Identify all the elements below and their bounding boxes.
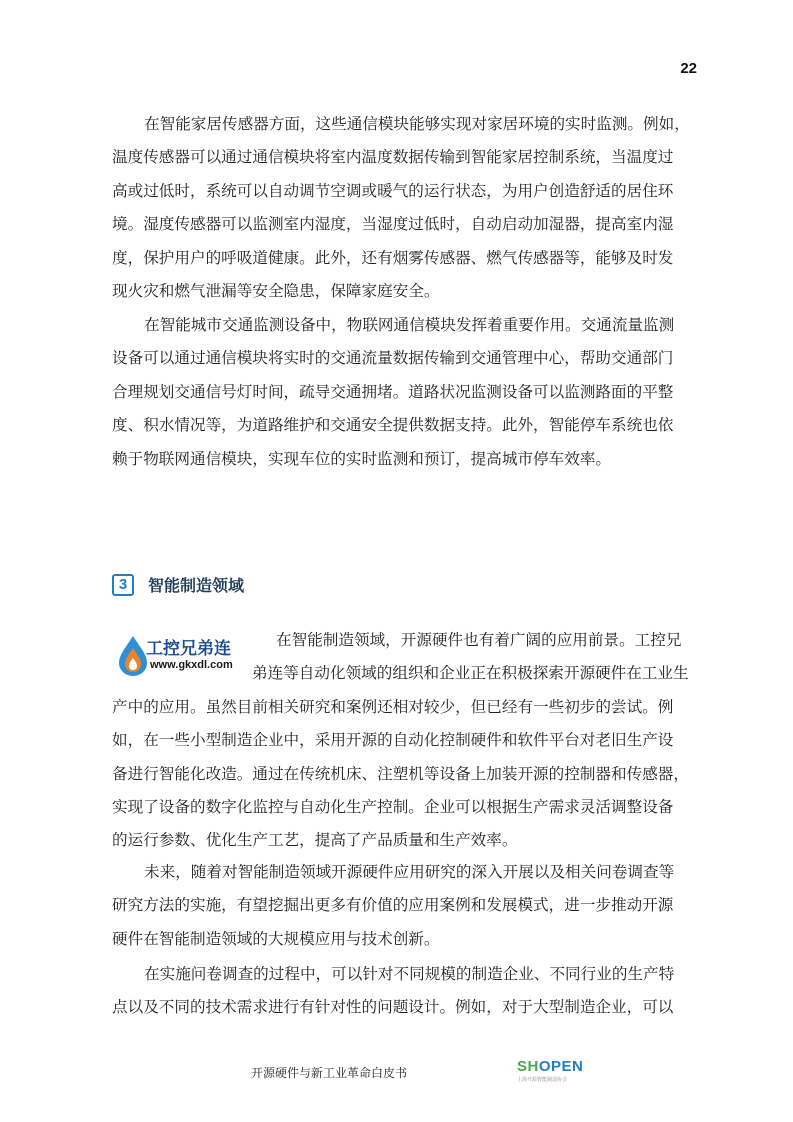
paragraph-smart-home [112,108,704,308]
footer-document-title: 开源硬件与新工业革命白皮书 [251,1066,408,1080]
shopen-logo [517,1059,597,1085]
shopen-tagline: 上海开源智能制造协会 [517,1077,568,1083]
text-line: 如，在一些小型制造企业中，采用开源的自动化控制硬件和软件平台对老旧生产设 [112,731,674,750]
paragraph-smart-city [112,309,704,476]
text-line: 赖于物联网通信模块，实现车位的实时监测和预订，提高城市停车效率。 [112,449,612,468]
section-heading [112,573,244,596]
text-line: 设备可以通过通信模块将实时的交通流量数据传输到交通管理中心，帮助交通部门 [112,349,674,368]
paragraph-smart-manufacturing [112,624,704,858]
logo-chinese-text: 工控兄弟连 [146,639,231,659]
paragraph-survey [112,958,704,1025]
text-line: 境。湿度传感器可以监测室内湿度，当湿度过低时，自动启动加湿器，提高室内湿 [112,215,674,234]
text-line: 点以及不同的技术需求进行有针对性的问题设计。例如，对于大型制造企业，可以 [112,998,674,1017]
logo-url-text: www.gkxdl.com [150,659,233,671]
text-line: 温度传感器可以通过通信模块将室内温度数据传输到智能家居控制系统，当温度过 [112,148,674,167]
text-line: 在实施问卷调查的过程中，可以针对不同规模的制造企业、不同行业的生产特 [144,965,675,983]
text-line: 的运行参数、优化生产工艺，提高了产品质量和生产效率。 [112,831,518,850]
text-line: 产中的应用。虽然目前相关研究和案例还相对较少，但已经有一些初步的尝试。例 [112,697,674,716]
text-line: 硬件在智能制造领域的大规模应用与技术创新。 [112,929,440,948]
text-line: 备进行智能化改造。通过在传统机床、注塑机等设备上加装开源的控制器和传感器， [112,764,689,783]
section-title: 智能制造领域 [148,576,245,595]
text-line: 弟连等自动化领域的组织和企业正在积极探索开源硬件在工业生 [252,664,689,683]
text-line: 高或过低时，系统可以自动调节空调或暖气的运行状态，为用户创造舒适的居住环 [112,181,674,200]
page-number: 22 [680,60,697,77]
text-line: 研究方法的实施，有望挖掘出更多有价值的应用案例和发展模式，进一步推动开源 [112,896,674,915]
text-line: 度、积水情况等，为道路维护和交通安全提供数据支持。此外，智能停车系统也依 [112,416,674,435]
section-number-badge: 3 [112,574,134,596]
text-line: 在智能制造领域，开源硬件也有着广阔的应用前景。工控兄 [276,631,682,649]
text-line: 未来，随着对智能制造领域开源硬件应用研究的深入开展以及相关问卷调查等 [144,863,675,881]
paragraph-future [112,856,704,956]
text-line: 度，保护用户的呼吸道健康。此外，还有烟雾传感器、燃气传感器等，能够及时发 [112,248,674,267]
text-line: 合理规划交通信号灯时间，疏导交通拥堵。道路状况监测设备可以监测路面的平整 [112,382,674,401]
text-line: 在智能城市交通监测设备中，物联网通信模块发挥着重要作用。交通流量监测 [144,316,675,334]
shopen-brand-text [517,1059,597,1075]
text-line: 现火灾和燃气泄漏等安全隐患，保障家庭安全。 [112,282,440,301]
brand-part-1: SH [517,1058,539,1075]
brand-part-2: OPEN [538,1058,584,1075]
text-line: 实现了设备的数字化监控与自动化生产控制。企业可以根据生产需求灵活调整设备 [112,798,674,817]
text-line: 在智能家居传感器方面，这些通信模块能够实现对家居环境的实时监测。例如， [144,115,690,133]
